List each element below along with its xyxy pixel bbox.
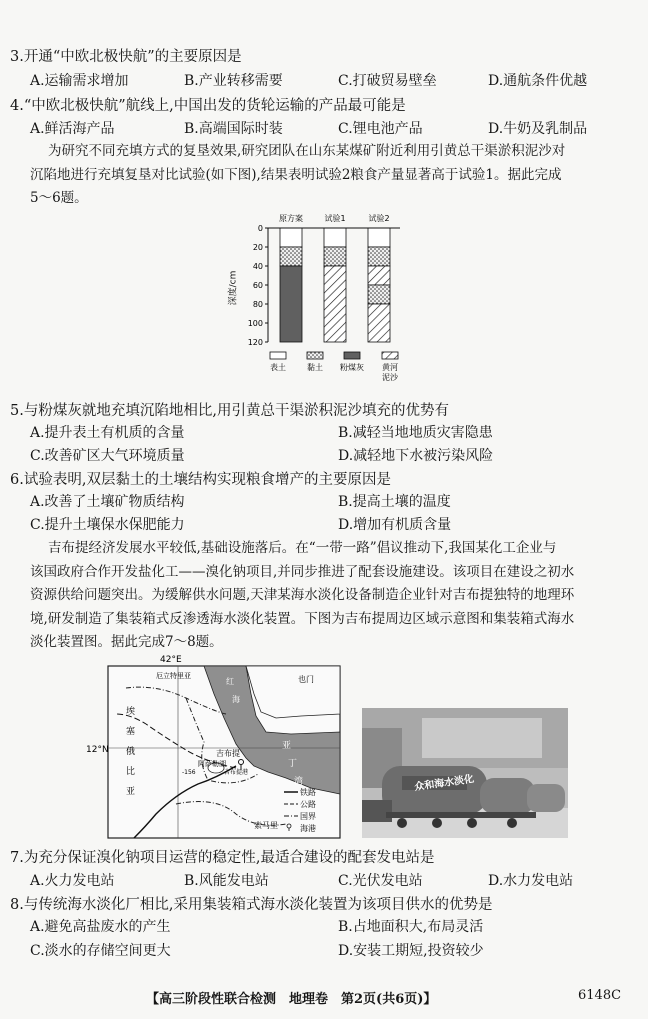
passage-1-line: 沉陷地进行充填复垦对比试验(如下图),结果表明试验2粮食产量显著高于试验1。据此完成 [30, 166, 562, 183]
q6-option-a: A.改善了土壤矿物质结构 [30, 494, 185, 510]
passage-1-line: 为研究不同充填方式的复垦效果,研究团队在山东某煤矿附近利用引黄总干渠淤积泥沙对 [48, 143, 566, 159]
y-tick-label: 60 [252, 281, 263, 290]
q5-stem: 5.与粉煤灰就地充填沉陷地相比,用引黄总干渠淤积泥沙填充的优势有 [10, 403, 449, 419]
column-label: 试验2 [368, 214, 390, 223]
y-tick-label: 80 [252, 300, 263, 309]
ethiopia-char: 塞 [126, 727, 136, 737]
legend-swatch [270, 352, 286, 359]
legend-port: 海港 [300, 824, 316, 833]
passage-2-line: 该国政府合作开发盐化工——溴化钠项目,并同步推进了配套设施建设。该项目在建设之初水 [30, 563, 575, 580]
passage-2-line: 淡化装置图。据此完成7～8题。 [30, 634, 223, 650]
soil-layer [324, 247, 346, 266]
passage-2-line: 吉布提经济发展水平较低,基础设施落后。在“一带一路”倡议推动下,我国某化工企业与 [48, 540, 557, 556]
lake-depth: -156 [182, 769, 196, 776]
country-yemen: 也门 [298, 675, 314, 684]
q6-option-b: B.提高土壤的温度 [338, 494, 451, 510]
y-tick-label: 20 [252, 243, 263, 252]
ethiopia-char: 亚 [126, 787, 136, 797]
ethiopia-char: 俄 [126, 747, 136, 757]
red-sea-char: 红 [226, 677, 234, 686]
q8-stem: 8.与传统海水淡化厂相比,采用集装箱式海水淡化装置为该项目供水的优势是 [10, 897, 493, 913]
y-axis-label [222, 248, 242, 328]
lake-label: 阿萨勒湖 [198, 760, 226, 768]
q4-stem: 4.“中欧北极快航”航线上,中国出发的货轮运输的产品最可能是 [10, 98, 406, 114]
q4-option-d: D.牛奶及乳制品 [488, 121, 588, 137]
soil-layer [324, 228, 346, 247]
container-desalination-photo [362, 708, 568, 838]
q5-option-c: C.改善矿区大气环境质量 [30, 448, 185, 464]
red-sea-char: 海 [232, 695, 240, 704]
q3-option-a: A.运输需求增加 [30, 73, 129, 89]
passage-1-line: 5～6题。 [30, 190, 88, 206]
country-somalia: 索马里 [254, 821, 278, 830]
legend-label: 黄河 [382, 363, 398, 372]
q7-option-d: D.水力发电站 [488, 873, 574, 889]
port-label: 吉布提港 [224, 769, 249, 776]
djibouti-region-map [86, 654, 348, 840]
gulf-char: 亚 [282, 741, 292, 751]
passage-1 [30, 140, 636, 211]
soil-layer [368, 304, 390, 342]
q3-option-d: D.通航条件优越 [488, 73, 588, 89]
q7-option-c: C.光伏发电站 [338, 873, 423, 889]
q8-option-d: D.安装工期短,投资较少 [338, 943, 484, 959]
legend-label: 黏土 [307, 363, 323, 372]
gulf-char: 丁 [288, 759, 298, 769]
gulf-char: 湾 [294, 777, 304, 787]
legend-railway: 铁路 [300, 788, 316, 797]
legend-road: 公路 [300, 800, 316, 809]
soil-layer [368, 285, 390, 304]
q7-option-a: A.火力发电站 [30, 873, 115, 889]
legend-swatch [307, 352, 323, 359]
container-text: 众和海水淡化 [413, 773, 475, 794]
desalination-container-tank [480, 778, 535, 814]
legend-border: 国界 [300, 812, 316, 821]
footer-title: 【高三阶段性联合检测 地理卷 第2页(共6页)】 [146, 992, 437, 1007]
passage-2 [30, 537, 636, 655]
passage-2-line: 资源供给问题突出。为缓解供水问题,天津某海水淡化设备制造企业针对吉布提独特的地理环 [30, 587, 575, 603]
soil-layer [368, 247, 390, 266]
q3-option-b: B.产业转移需要 [184, 73, 283, 89]
legend-swatch [382, 352, 398, 359]
legend-label: 粉煤灰 [340, 363, 364, 372]
y-tick-label: 120 [247, 338, 263, 347]
lat-label: 12°N [86, 745, 109, 755]
q3-option-c: C.打破贸易壁垒 [338, 73, 437, 89]
q6-option-c: C.提升土壤保水保肥能力 [30, 517, 185, 533]
passage-2-line: 境,研发制造了集装箱式反渗透海水淡化装置。下图为吉布提周边区域示意图和集装箱式海水 [30, 610, 575, 627]
q5-option-d: D.减轻地下水被污染风险 [338, 448, 494, 464]
q4-option-b: B.高端国际时装 [184, 121, 283, 137]
q4-option-a: A.鲜活海产品 [30, 121, 115, 137]
soil-layer [368, 266, 390, 285]
soil-layer [368, 228, 390, 247]
q3-stem: 3.开通“中欧北极快航”的主要原因是 [10, 49, 242, 65]
y-axis-label-text: 深度/cm [228, 270, 239, 306]
soil-layer [280, 228, 302, 247]
y-tick-label: 0 [257, 224, 263, 233]
y-tick-label: 40 [252, 262, 263, 271]
legend-swatch [344, 352, 360, 359]
country-eritrea: 厄立特里亚 [156, 672, 191, 680]
legend-label: 表土 [270, 363, 286, 372]
q8-option-a: A.避免高盐废水的产生 [30, 919, 171, 935]
lon-label: 42°E [160, 655, 182, 665]
y-tick-label: 100 [247, 319, 263, 328]
ethiopia-char: 比 [126, 767, 136, 777]
q6-stem: 6.试验表明,双层黏土的土壤结构实现粮食增产的主要原因是 [10, 472, 391, 488]
soil-layer [280, 247, 302, 266]
q5-option-a: A.提升表土有机质的含量 [30, 425, 185, 441]
q7-stem: 7.为充分保证溴化钠项目运营的稳定性,最适合建设的配套发电站是 [10, 850, 435, 866]
soil-layer [324, 266, 346, 342]
column-label: 原方案 [279, 214, 303, 223]
q6-option-d: D.增加有机质含量 [338, 517, 452, 533]
column-label: 试验1 [324, 214, 346, 223]
q8-option-b: B.占地面积大,布局灵活 [338, 919, 484, 935]
q7-option-b: B.风能发电站 [184, 873, 269, 889]
desalination-container-tank [527, 784, 565, 812]
legend-label: 泥沙 [382, 373, 398, 382]
yemen-land [246, 666, 340, 718]
q8-option-c: C.淡水的存储空间更大 [30, 943, 171, 959]
q5-option-b: B.减轻当地地质灾害隐患 [338, 425, 493, 441]
country-djibouti: 吉布提 [216, 749, 240, 758]
soil-layer [280, 266, 302, 342]
soil-profile-chart [222, 208, 422, 392]
q4-option-c: C.锂电池产品 [338, 121, 423, 137]
ethiopia-char: 埃 [126, 707, 136, 717]
footer-code: 6148C [578, 988, 622, 1003]
